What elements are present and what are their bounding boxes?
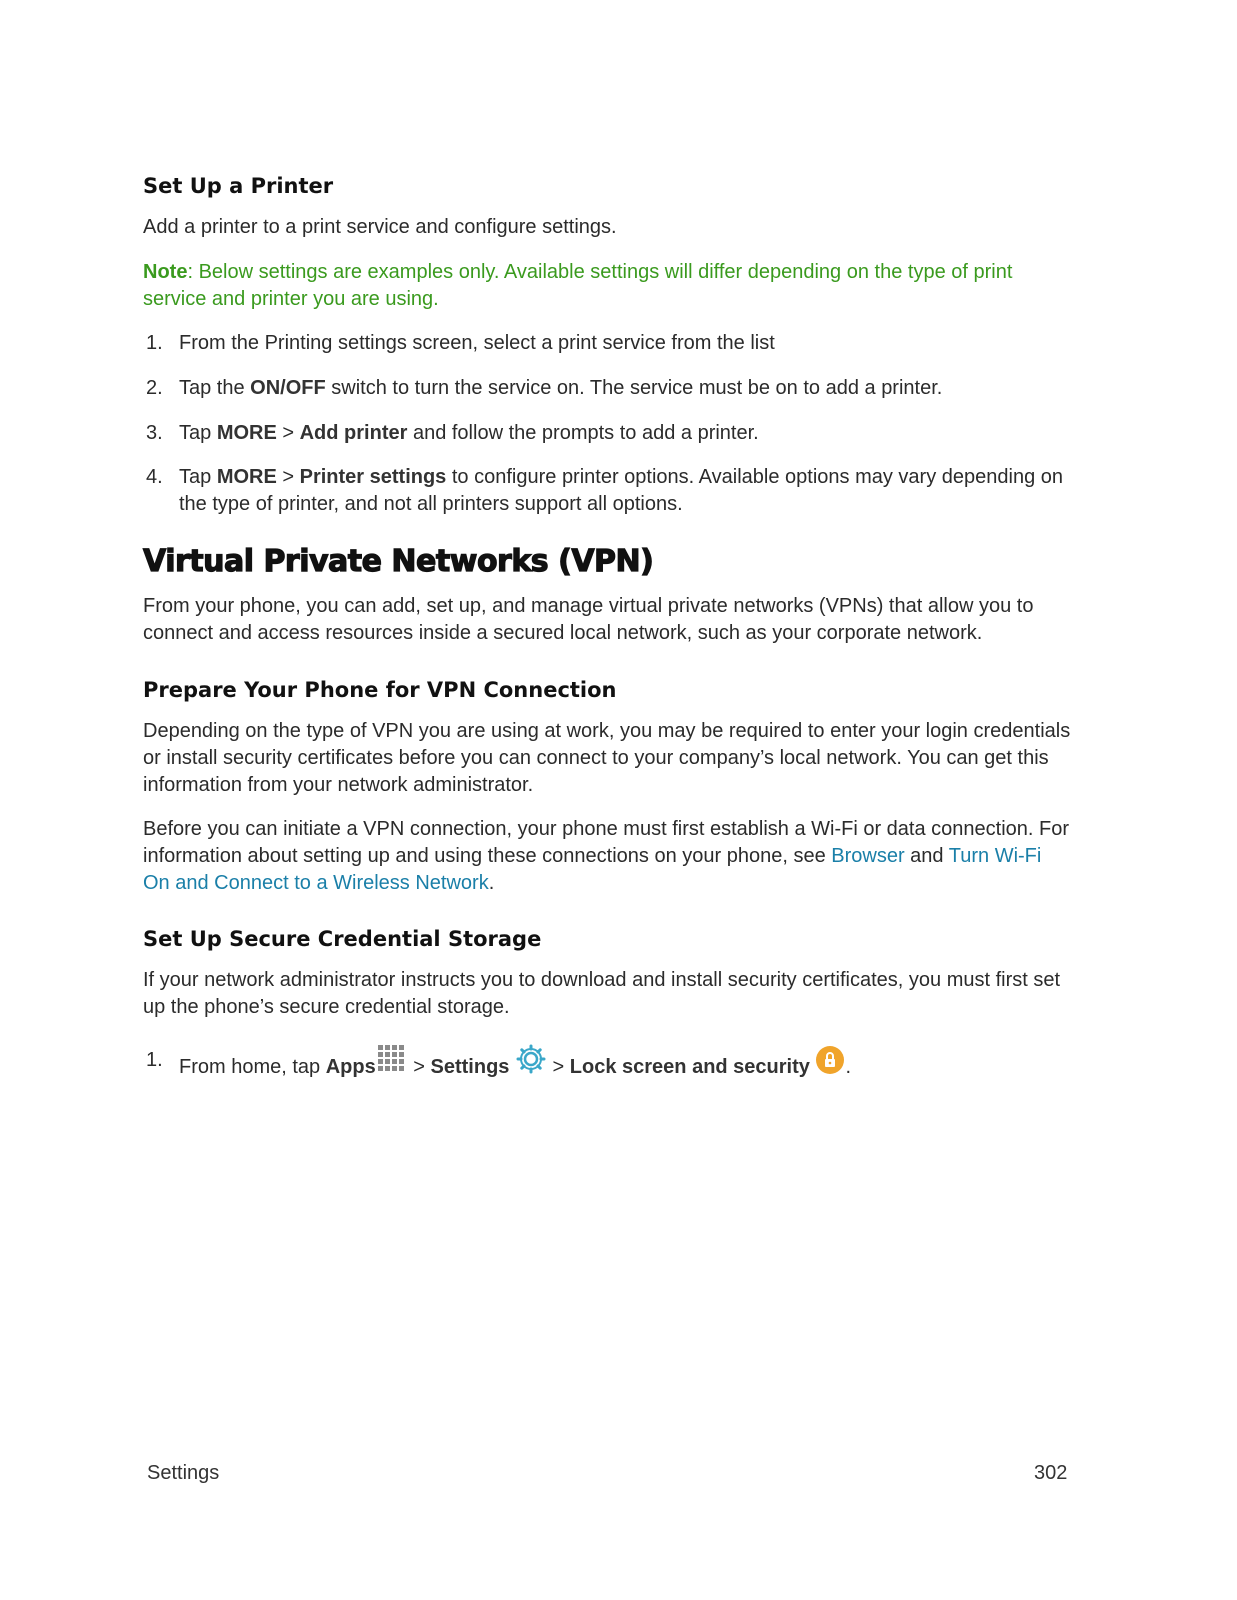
more-label: MORE — [216, 466, 277, 488]
prepare-paragraph-1: Depending on the type of VPN you are using at work, you may be required to enter your login credentials or install security certificates before you can connect to your company’s local network. You can get this information from your network administrator. — [143, 720, 1071, 796]
wifi-link[interactable]: Turn Wi-Fi On and Connect to a Wireless Network — [143, 845, 1042, 894]
footer-section-name: Settings — [147, 1462, 220, 1484]
list-text: From home, tap Apps > Settings > Lock screen and security . — [179, 1043, 1069, 1086]
list-number: 1. — [146, 332, 163, 354]
add-printer-label: Add printer — [299, 422, 408, 444]
list-number: 2. — [146, 377, 163, 399]
footer-page-number: 302 — [1034, 1462, 1068, 1484]
section-heading-credential: Set Up Secure Credential Storage — [143, 927, 542, 951]
prepare-paragraph-2: Before you can initiate a VPN connection, your phone must first establish a Wi-Fi or data connection. For information about setting up and using these connections on your phone, see Browser and Turn Wi-Fi On and Connect to a Wireless Network. — [143, 818, 1070, 894]
section-heading-printer: Set Up a Printer — [143, 174, 334, 198]
settings-gear-icon — [515, 1043, 547, 1086]
vpn-intro: From your phone, you can add, set up, and manage virtual private networks (VPNs) that allow you to connect and access resources inside a secured local network, such as your corporate network. — [143, 595, 1034, 644]
lock-screen-label: Lock screen and security — [569, 1056, 810, 1078]
note-text: : Below settings are examples only. Available settings will differ depending on the type of print service and printer you are using. — [143, 261, 1013, 310]
list-text: From the Printing settings screen, select a print service from the list — [179, 332, 775, 354]
more-label: MORE — [216, 422, 277, 444]
section-heading-prepare: Prepare Your Phone for VPN Connection — [143, 678, 617, 702]
credential-paragraph: If your network administrator instructs you to download and install security certificates, you must first set up the phone’s secure credential storage. — [143, 969, 1061, 1018]
list-text: Tap MORE > Add printer and follow the prompts to add a printer. — [179, 422, 759, 444]
settings-label: Settings — [430, 1056, 510, 1078]
list-number: 4. — [146, 466, 163, 488]
browser-link[interactable]: Browser — [831, 845, 905, 867]
list-text: Tap MORE > Printer settings to configure printer options. Available options may vary depending on the type of printer, and not all printers support all options. — [179, 466, 1064, 515]
lock-icon — [815, 1045, 845, 1086]
list-text: Tap the ON/OFF switch to turn the service on. The service must be on to add a printer. — [179, 377, 943, 399]
on-off-label: ON/OFF — [250, 377, 326, 399]
printer-intro: Add a printer to a print service and configure settings. — [143, 216, 617, 238]
apps-grid-icon — [376, 1043, 408, 1086]
list-number: 1. — [146, 1049, 163, 1071]
printer-note — [143, 259, 1073, 313]
printer-settings-label: Printer settings — [299, 466, 447, 488]
apps-label: Apps — [325, 1056, 376, 1078]
note-label: Note — [143, 261, 188, 283]
list-number: 3. — [146, 422, 163, 444]
section-heading-vpn: Virtual Private Networks (VPN) — [143, 544, 654, 579]
